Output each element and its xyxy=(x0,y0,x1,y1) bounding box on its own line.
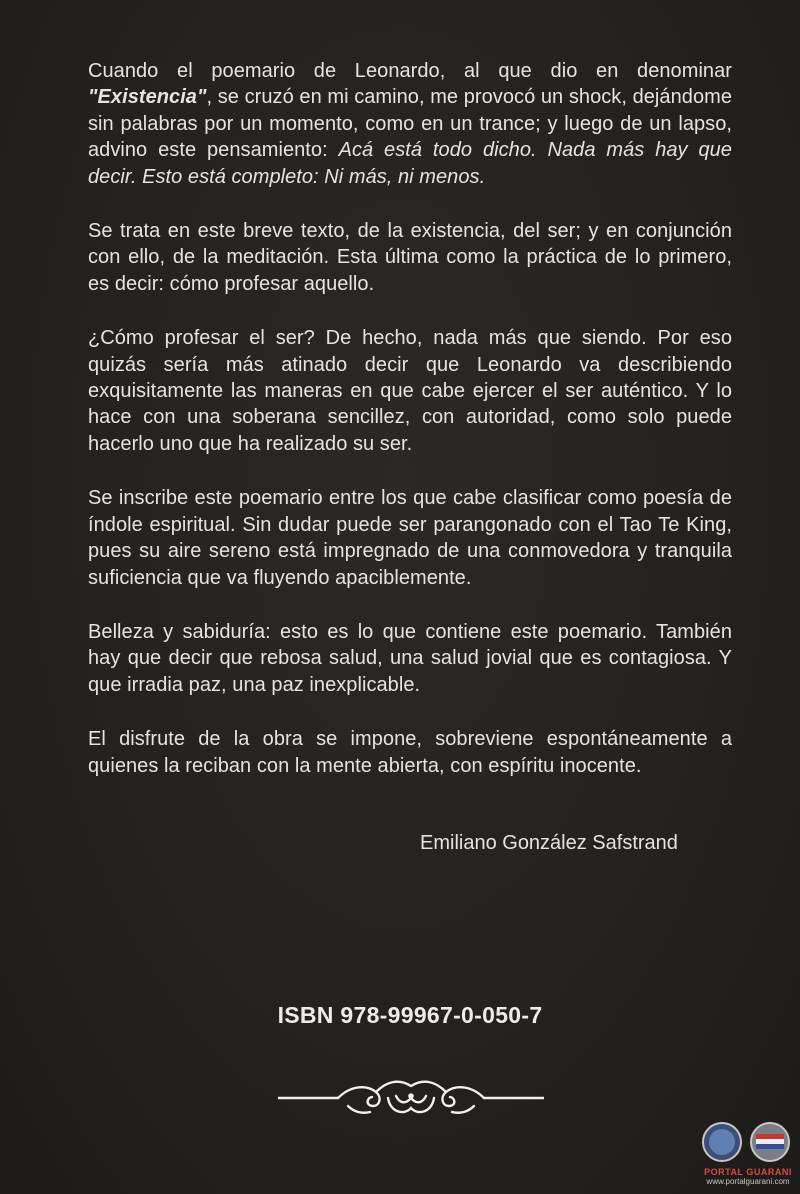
paragraph-text: Se trata en este breve texto, de la existencia, del ser; y en conjunción con ello, de la meditación. Esta última como la práctica de lo primero, es decir: cómo profesar aquello. xyxy=(88,220,732,295)
watermark-brand: PORTAL GUARANI xyxy=(704,1167,792,1177)
watermark-url: www.portalguarani.com xyxy=(706,1177,790,1186)
body-paragraph xyxy=(88,485,732,591)
portal-guarani-watermark xyxy=(700,1168,796,1186)
paragraph-text: ¿Cómo profesar el ser? De hecho, nada más que siendo. Por eso quizás sería más atinado decir que Leonardo va describiendo exquisitamente las maneras en que cabe ejercer el ser auténtico. Y lo hace con una soberana sencillez, con autoridad, como solo puede hacerlo uno que ha realizado su ser. xyxy=(88,327,732,455)
body-paragraph xyxy=(88,58,732,190)
author-signature: Emiliano González Safstrand xyxy=(420,832,678,854)
body-paragraph xyxy=(88,218,732,297)
paragraph-text: Se inscribe este poemario entre los que cabe clasificar como poesía de índole espiritual. Sin dudar puede ser parangonado con el Tao Te King, pues su aire sereno está impregnado de una conmovedora y tranquila suficiencia que va fluyendo apaciblemente. xyxy=(88,487,732,589)
paragraph-text: El disfrute de la obra se impone, sobreviene espontáneamente a quienes la reciban con la mente abierta, con espíritu inocente. xyxy=(88,728,732,777)
paragraph-emphasis: Acá está todo dicho. Nada más hay que decir. Esto está completo: Ni más, ni menos. xyxy=(88,139,732,188)
paragraph-emphasis: "Existencia" xyxy=(88,86,207,109)
body-paragraph xyxy=(88,325,732,457)
back-cover-text xyxy=(88,58,732,807)
paragraph-text: Belleza y sabiduría: esto es lo que contiene este poemario. También hay que decir que rebosa salud, una salud jovial que es contagiosa. Y que irradia paz, una paz inexplicable. xyxy=(88,620,732,696)
isbn-label: ISBN 978-99967-0-050-7 xyxy=(277,1002,543,1028)
flourish-ornament-icon xyxy=(278,1072,544,1120)
body-paragraph xyxy=(88,619,732,698)
body-paragraph xyxy=(88,726,732,779)
paragraph-text: , se cruzó en mi camino, me provocó un shock, dejándome sin palabras por un momento, como en un trance; y luego de un lapso, advino este pensamiento: xyxy=(88,86,732,162)
paragraph-text: Cuando el poemario de Leonardo, al que dio en denominar xyxy=(88,60,732,82)
